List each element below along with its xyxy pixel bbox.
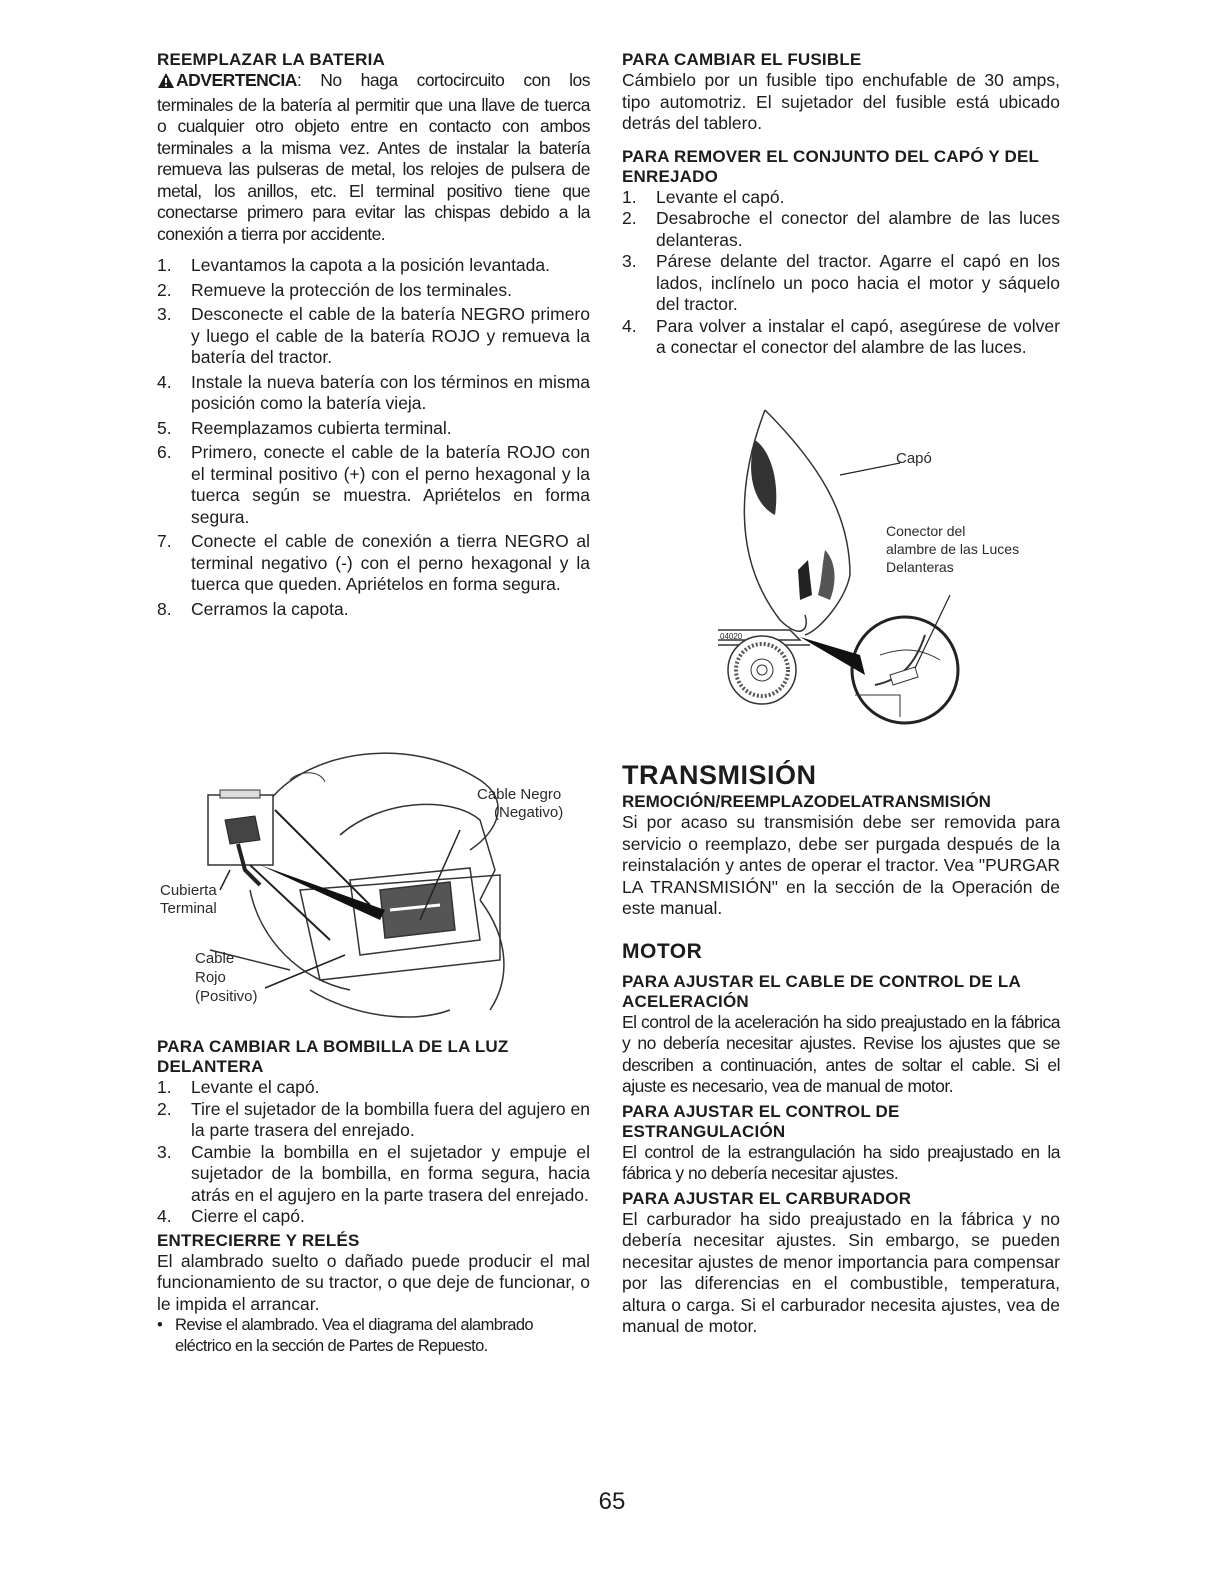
fuse-text: Cámbielo por un fusible tipo enchufable de 30 amps, tipo automotriz. El sujetador del fusible está ubicado detrás del tablero. — [622, 70, 1060, 133]
right-column — [622, 50, 1060, 359]
list-item: 7. Conecte el cable de conexión a tierra NEGRO al terminal negativo (-) con el perno hexagonal y la tuerca que queden. Apriételos en forma segura. — [157, 531, 590, 594]
list-item: 4. Cierre el capó. — [157, 1206, 305, 1226]
transmission-title: REMOCIÓN/REEMPLAZODELATRANSMISIÓN — [622, 792, 991, 811]
battery-title: REEMPLAZAR LA BATERIA — [157, 50, 386, 69]
list-item: 5. Reemplazamos cubierta terminal. — [157, 417, 452, 438]
battery-figure — [150, 740, 595, 1030]
bulb-steps — [157, 1077, 590, 1228]
battery-warning — [157, 70, 590, 245]
callout-terminal-cover-2: Terminal — [160, 900, 217, 917]
hood-figure — [700, 405, 1070, 735]
throttle-title: PARA AJUSTAR EL CABLE DE CONTROL DE LA ACELERACIÓN — [622, 971, 1021, 1011]
list-item: 8. Cerramos la capota. — [157, 598, 349, 619]
bulb-title: PARA CAMBIAR LA BOMBILLA DE LA LUZ DELANTERA — [157, 1037, 509, 1076]
list-item: 3. Cambie la bombilla en el sujetador y empuje el sujetador de la bombilla, en forma segura, hacia atrás en el agujero en la parte trasera del enrejado. — [157, 1141, 590, 1205]
transmission-heading: TRANSMISIÓN — [622, 760, 817, 790]
list-item: 1. Levantamos la capota a la posición levantada. — [157, 255, 550, 275]
callout-hood: Capó — [896, 450, 932, 467]
list-item: 3. Párese delante del tractor. Agarre el capó en los lados, inclínelo un poco hacia el motor y sáquelo del tractor. — [622, 251, 1060, 314]
throttle-text: El control de la aceleración ha sido preajustado en la fábrica y no debería necesitar ajustes. Revise los ajustes que se describen a continuación, antes de soltar el cable. Si el ajuste es necesario, vea de manual de motor. — [622, 1011, 1060, 1096]
choke-text: El control de la estrangulación ha sido preajustado en la fábrica y no debería necesitar ajustes. — [622, 1141, 1060, 1183]
choke-title: PARA AJUSTAR EL CONTROL DE ESTRANGULACIÓN — [622, 1101, 900, 1141]
carburetor-text: El carburador ha sido preajustado en la fábrica y no debería necesitar ajustes. Sin embargo, se pueden necesitar ajustes de menor importancia para compensar por las diferencias en el combustible, temperatura, altura o carga. Si el carburador necesita ajustes, vea de manual de motor. — [622, 1208, 1060, 1336]
callout-black-cable-negative: (Negativo) — [494, 804, 564, 821]
list-item: 2. Desabroche el conector del alambre de las luces delanteras. — [622, 208, 1060, 250]
wiring-bullets — [157, 1315, 590, 1357]
list-item: 4. Para volver a instalar el capó, asegúrese de volver a conectar el conector del alambre de las luces. — [622, 315, 1060, 357]
list-item: • Revise el alambrado. Vea el diagrama del alambrado eléctrico en la sección de Partes de Repuesto. — [157, 1316, 533, 1355]
transmission-text: Si por acaso su transmisión debe ser removida para servicio o reemplazo, debe ser purgada después de la reinstalación y antes de operar el tractor. Vea "PURGAR LA TRANSMISIÓN" en la sección de la Operación de este manual. — [622, 812, 1060, 918]
warning-label: ADVERTENCIA — [176, 70, 297, 90]
callout-red-cable-positive: (Positivo) — [195, 988, 258, 1005]
callout-terminal-cover: Cubierta — [160, 882, 217, 899]
left-column-lower — [157, 1037, 590, 1357]
warning-icon — [157, 72, 175, 95]
fuse-title: PARA CAMBIAR EL FUSIBLE — [622, 50, 862, 69]
list-item: 3. Desconecte el cable de la batería NEGRO primero y luego el cable de la batería ROJO y remueva la batería del tractor. — [157, 304, 590, 367]
list-item: 4. Instale la nueva batería con los términos en misma posición como la batería vieja. — [157, 371, 590, 413]
callout-red-cable: Cable — [195, 950, 235, 967]
left-column — [157, 50, 590, 620]
battery-steps — [157, 255, 590, 620]
callout-connector: Conector del alambre de las Luces Delanteras — [886, 523, 1020, 575]
list-item: 6. Primero, conecte el cable de la batería ROJO con el terminal positivo (+) con el perno hexagonal y la tuerca según se muestra. Apriételos en forma segura. — [157, 442, 590, 527]
part-label: 04020 — [720, 632, 743, 641]
callout-black-cable: Cable Negro — [477, 786, 562, 803]
list-item: 1. Levante el capó. — [622, 186, 785, 207]
page-number: 65 — [598, 1488, 626, 1515]
wiring-text: El alambrado suelto o dañado puede producir el mal funcionamiento de su tractor, o que deje de funcionar, o le impida el arrancar. — [157, 1250, 590, 1314]
wiring-title: ENTRECIERRE Y RELÉS — [157, 1230, 360, 1250]
list-item: 2. Tire el sujetador de la bombilla fuera del agujero en la parte trasera del enrejado. — [157, 1098, 590, 1140]
hood-steps — [622, 187, 1060, 359]
carburetor-title: PARA AJUSTAR EL CARBURADOR — [622, 1188, 912, 1208]
right-column-lower — [622, 760, 1060, 1338]
callout-red-cable-2: Rojo — [195, 969, 226, 986]
hood-title: PARA REMOVER EL CONJUNTO DEL CAPÓ Y DEL ENREJADO — [622, 146, 1039, 186]
motor-heading: MOTOR — [622, 939, 703, 963]
list-item: 1. Levante el capó. — [157, 1077, 320, 1097]
warning-text: : No haga cortocircuito con los terminales de la batería al permitir que una llave de tuerca o cualquier otro objeto entre en contacto con ambos terminales a la misma vez. Antes de instalar la batería remueva las pulseras de metal, los relojes de pulsera de metal, los anillos, etc. El terminal positivo tiene que conectarse primero para evitar las chispas debido a la conexión a tierra por accidente. — [157, 70, 590, 244]
list-item: 2. Remueve la protección de los terminales. — [157, 279, 512, 300]
